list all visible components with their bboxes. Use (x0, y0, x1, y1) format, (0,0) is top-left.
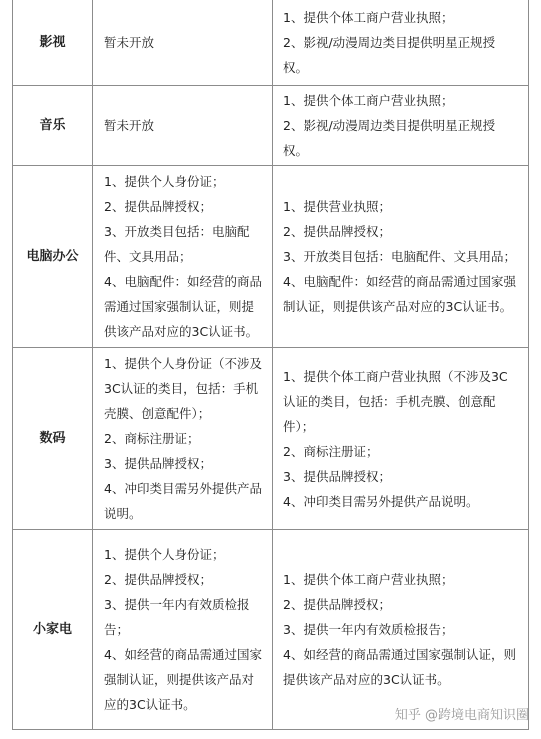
requirement-line: 2、提供品牌授权； (104, 572, 212, 587)
individual-requirements-cell (93, 0, 273, 85)
category-cell: 数码 (13, 348, 93, 529)
requirement-line: 1、提供营业执照； (283, 199, 391, 214)
category-cell: 音乐 (13, 86, 93, 165)
requirement-line: 2、商标注册证； (104, 431, 200, 446)
requirement-line: 3、提供品牌授权； (104, 456, 212, 471)
table-row (12, 86, 529, 166)
requirement-line: 3、提供品牌授权； (283, 468, 391, 484)
individual-requirements-cell (93, 166, 273, 347)
requirement-line: 1、提供个体工商户营业执照（不涉及3C认证的类目，包括：手机壳膜、创意配件）； (283, 368, 508, 434)
individual-requirements-cell (93, 348, 273, 529)
requirement-line: 2、提供品牌授权； (283, 224, 391, 239)
requirement-line: 3、开放类目包括：电脑配件、文具用品； (104, 224, 250, 264)
requirement-line: 暂未开放 (104, 34, 155, 50)
table-row (12, 530, 529, 730)
individual-requirements-cell (93, 530, 273, 729)
business-requirements-cell (273, 348, 528, 529)
requirement-line: 4、冲印类目需另外提供产品说明。 (104, 481, 262, 521)
requirement-line: 2、影视/动漫周边类目提供明星正规授权。 (283, 118, 496, 158)
business-requirements-cell (273, 166, 528, 347)
requirement-line: 4、电脑配件：如经营的商品需通过国家强制认证，则提供该产品对应的3C认证书。 (104, 274, 262, 339)
category-cell: 电脑办公 (13, 166, 93, 347)
requirements-table (12, 0, 529, 730)
requirement-line: 2、提供品牌授权； (283, 597, 391, 612)
requirement-line: 2、商标注册证； (283, 443, 379, 459)
requirement-line: 3、开放类目包括：电脑配件、文具用品； (283, 249, 516, 264)
requirement-line: 2、影视/动漫周边类目提供明星正规授权。 (283, 34, 496, 75)
requirement-line: 暂未开放 (104, 118, 155, 133)
requirement-line: 1、提供个体工商户营业执照； (283, 93, 454, 108)
requirement-line: 1、提供个人身份证； (104, 174, 225, 189)
table-row (12, 166, 529, 348)
requirement-line: 3、提供一年内有效质检报告； (104, 597, 250, 637)
requirement-line: 3、提供一年内有效质检报告； (283, 622, 454, 637)
table-row (12, 0, 529, 86)
watermark: 知乎 @跨境电商知识圈 (394, 708, 529, 723)
requirement-line: 1、提供个人身份证（不涉及3C认证的类目，包括：手机壳膜、创意配件）； (104, 356, 262, 421)
requirement-line: 4、冲印类目需另外提供产品说明。 (283, 493, 479, 509)
requirement-line: 1、提供个体工商户营业执照； (283, 572, 454, 587)
business-requirements-cell (273, 530, 528, 729)
requirement-line: 1、提供个人身份证； (104, 547, 225, 562)
requirement-line: 4、电脑配件：如经营的商品需通过国家强制认证，则提供该产品对应的3C认证书。 (283, 274, 516, 314)
individual-requirements-cell (93, 86, 273, 165)
requirement-line: 4、如经营的商品需通过国家强制认证，则提供该产品对应的3C认证书。 (104, 647, 262, 712)
business-requirements-cell (273, 0, 528, 85)
business-requirements-cell (273, 86, 528, 165)
category-cell: 影视 (13, 0, 93, 85)
category-cell: 小家电 (13, 530, 93, 729)
requirement-line: 2、提供品牌授权； (104, 199, 212, 214)
requirement-line: 4、如经营的商品需通过国家强制认证，则提供该产品对应的3C认证书。 (283, 647, 516, 687)
requirement-line: 1、提供个体工商户营业执照； (283, 9, 454, 25)
table-row (12, 348, 529, 530)
